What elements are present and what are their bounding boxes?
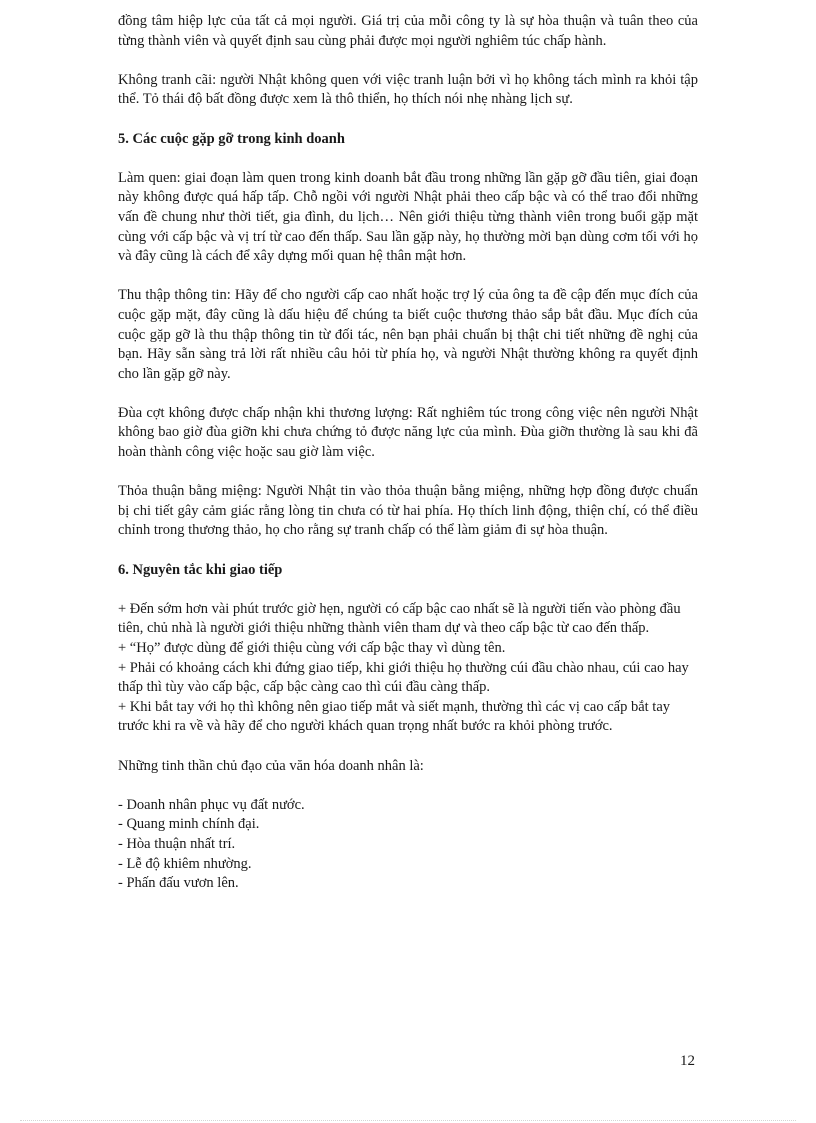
section-6-heading: 6. Nguyên tắc khi giao tiếp: [118, 561, 283, 578]
section-5-paragraph-1: Làm quen: giai đoạn làm quen trong kinh doanh bắt đầu trong những lần gặp gỡ đầu tiên, giai đoạn này không được quá hấp tấp. Chỗ ngồi với người Nhật phải theo cấp bậc và có thể trao đổi những vấn đề chung như thời tiết, gia đình, du lịch… Nên giới thiệu từng thành viên trong buổi gặp mặt cùng với cấp bậc và vị trí từ cao đến thấp. Sau lần gặp này, họ thường mời bạn dùng cơm tối với họ và đây cũng là cách để xây dựng mối quan hệ thân mật hơn.: [118, 169, 698, 265]
intro-paragraph-2: Không tranh cãi: người Nhật không quen với việc tranh luận bởi vì họ không tách mình ra khỏi tập thể. Tỏ thái độ bất đồng được xem là thô thiển, họ thích nói nhẹ nhàng lịch sự.: [118, 71, 698, 108]
intro-paragraph-1: đồng tâm hiệp lực của tất cả mọi người. Giá trị của mỗi công ty là sự hòa thuận và tuân theo của từng thành viên và quyết định sau cùng phải được mọi người nghiêm túc chấp hành.: [118, 13, 698, 49]
rule-item: + Khi bắt tay với họ thì không nên giao tiếp mắt và siết mạnh, thường thì các vị cao cấp bắt tay trước khi ra về và hãy để cho người khách quan trọng nhất bước ra khỏi phòng trước.: [118, 698, 671, 735]
spirit-item: - Hòa thuận nhất trí.: [118, 835, 236, 852]
page-content: [118, 12, 698, 913]
section-5-paragraph-2: Thu thập thông tin: Hãy để cho người cấp cao nhất hoặc trợ lý của ông ta đề cập đến mục đích của cuộc gặp mặt, đây cũng là dấu hiệu để chúng ta biết cuộc thương thảo sắp bắt đầu. Mục đích của cuộc gặp gỡ là thu thập thông tin từ đối tác, nên bạn phải chuẩn bị thật chi tiết những đề nghị của bạn. Hãy sẵn sàng trả lời rất nhiều câu hỏi từ phía họ, và người Nhật thường không ra quyết định cho lần gặp gỡ này.: [118, 287, 698, 382]
section-5-heading: 5. Các cuộc gặp gỡ trong kinh doanh: [118, 130, 345, 147]
section-5-paragraph-4: Thỏa thuận bằng miệng: Người Nhật tin vào thỏa thuận bằng miệng, những hợp đồng được chuẩn bị chi tiết gây cảm giác rằng lòng tin chưa có từ hai phía. Họ thích linh động, thiện chí, có thể điều chỉnh trong thương thảo, họ cho rằng sự tranh chấp có thể làm giảm đi sự hòa thuận.: [118, 483, 698, 539]
rule-item: + “Họ” được dùng để giới thiệu cùng với cấp bậc thay vì dùng tên.: [118, 640, 506, 656]
spirit-intro: Những tinh thần chủ đạo của văn hóa doanh nhân là:: [118, 757, 424, 774]
spirit-list: [118, 796, 698, 894]
spirit-item: - Doanh nhân phục vụ đất nước.: [118, 796, 305, 813]
rule-item: + Phải có khoảng cách khi đứng giao tiếp, khi giới thiệu họ thường cúi đầu chào nhau, cúi cao hay thấp thì tùy vào cấp bậc, cấp bậc càng cao thì cúi đầu càng thấp.: [118, 659, 689, 696]
page-number: 12: [680, 1053, 695, 1069]
communication-rules-list: [118, 600, 698, 737]
section-5-paragraph-3: Đùa cợt không được chấp nhận khi thương lượng: Rất nghiêm túc trong công việc nên người Nhật không bao giờ đùa giỡn khi chưa chứng tỏ được năng lực của mình. Đùa giỡn thường là sau khi đã hoàn thành công việc hoặc sau giờ làm việc.: [118, 404, 698, 461]
rule-item: + Đến sớm hơn vài phút trước giờ hẹn, người có cấp bậc cao nhất sẽ là người tiến vào phòng đầu tiên, chủ nhà là người giới thiệu những thành viên tham dự và theo cấp bậc từ cao đến thấp.: [118, 600, 681, 637]
spirit-item: - Lễ độ khiêm nhường.: [118, 855, 252, 872]
spirit-item: - Quang minh chính đại.: [118, 816, 260, 833]
spirit-item: - Phấn đấu vươn lên.: [118, 875, 239, 892]
page-bottom-divider: [20, 1120, 796, 1121]
